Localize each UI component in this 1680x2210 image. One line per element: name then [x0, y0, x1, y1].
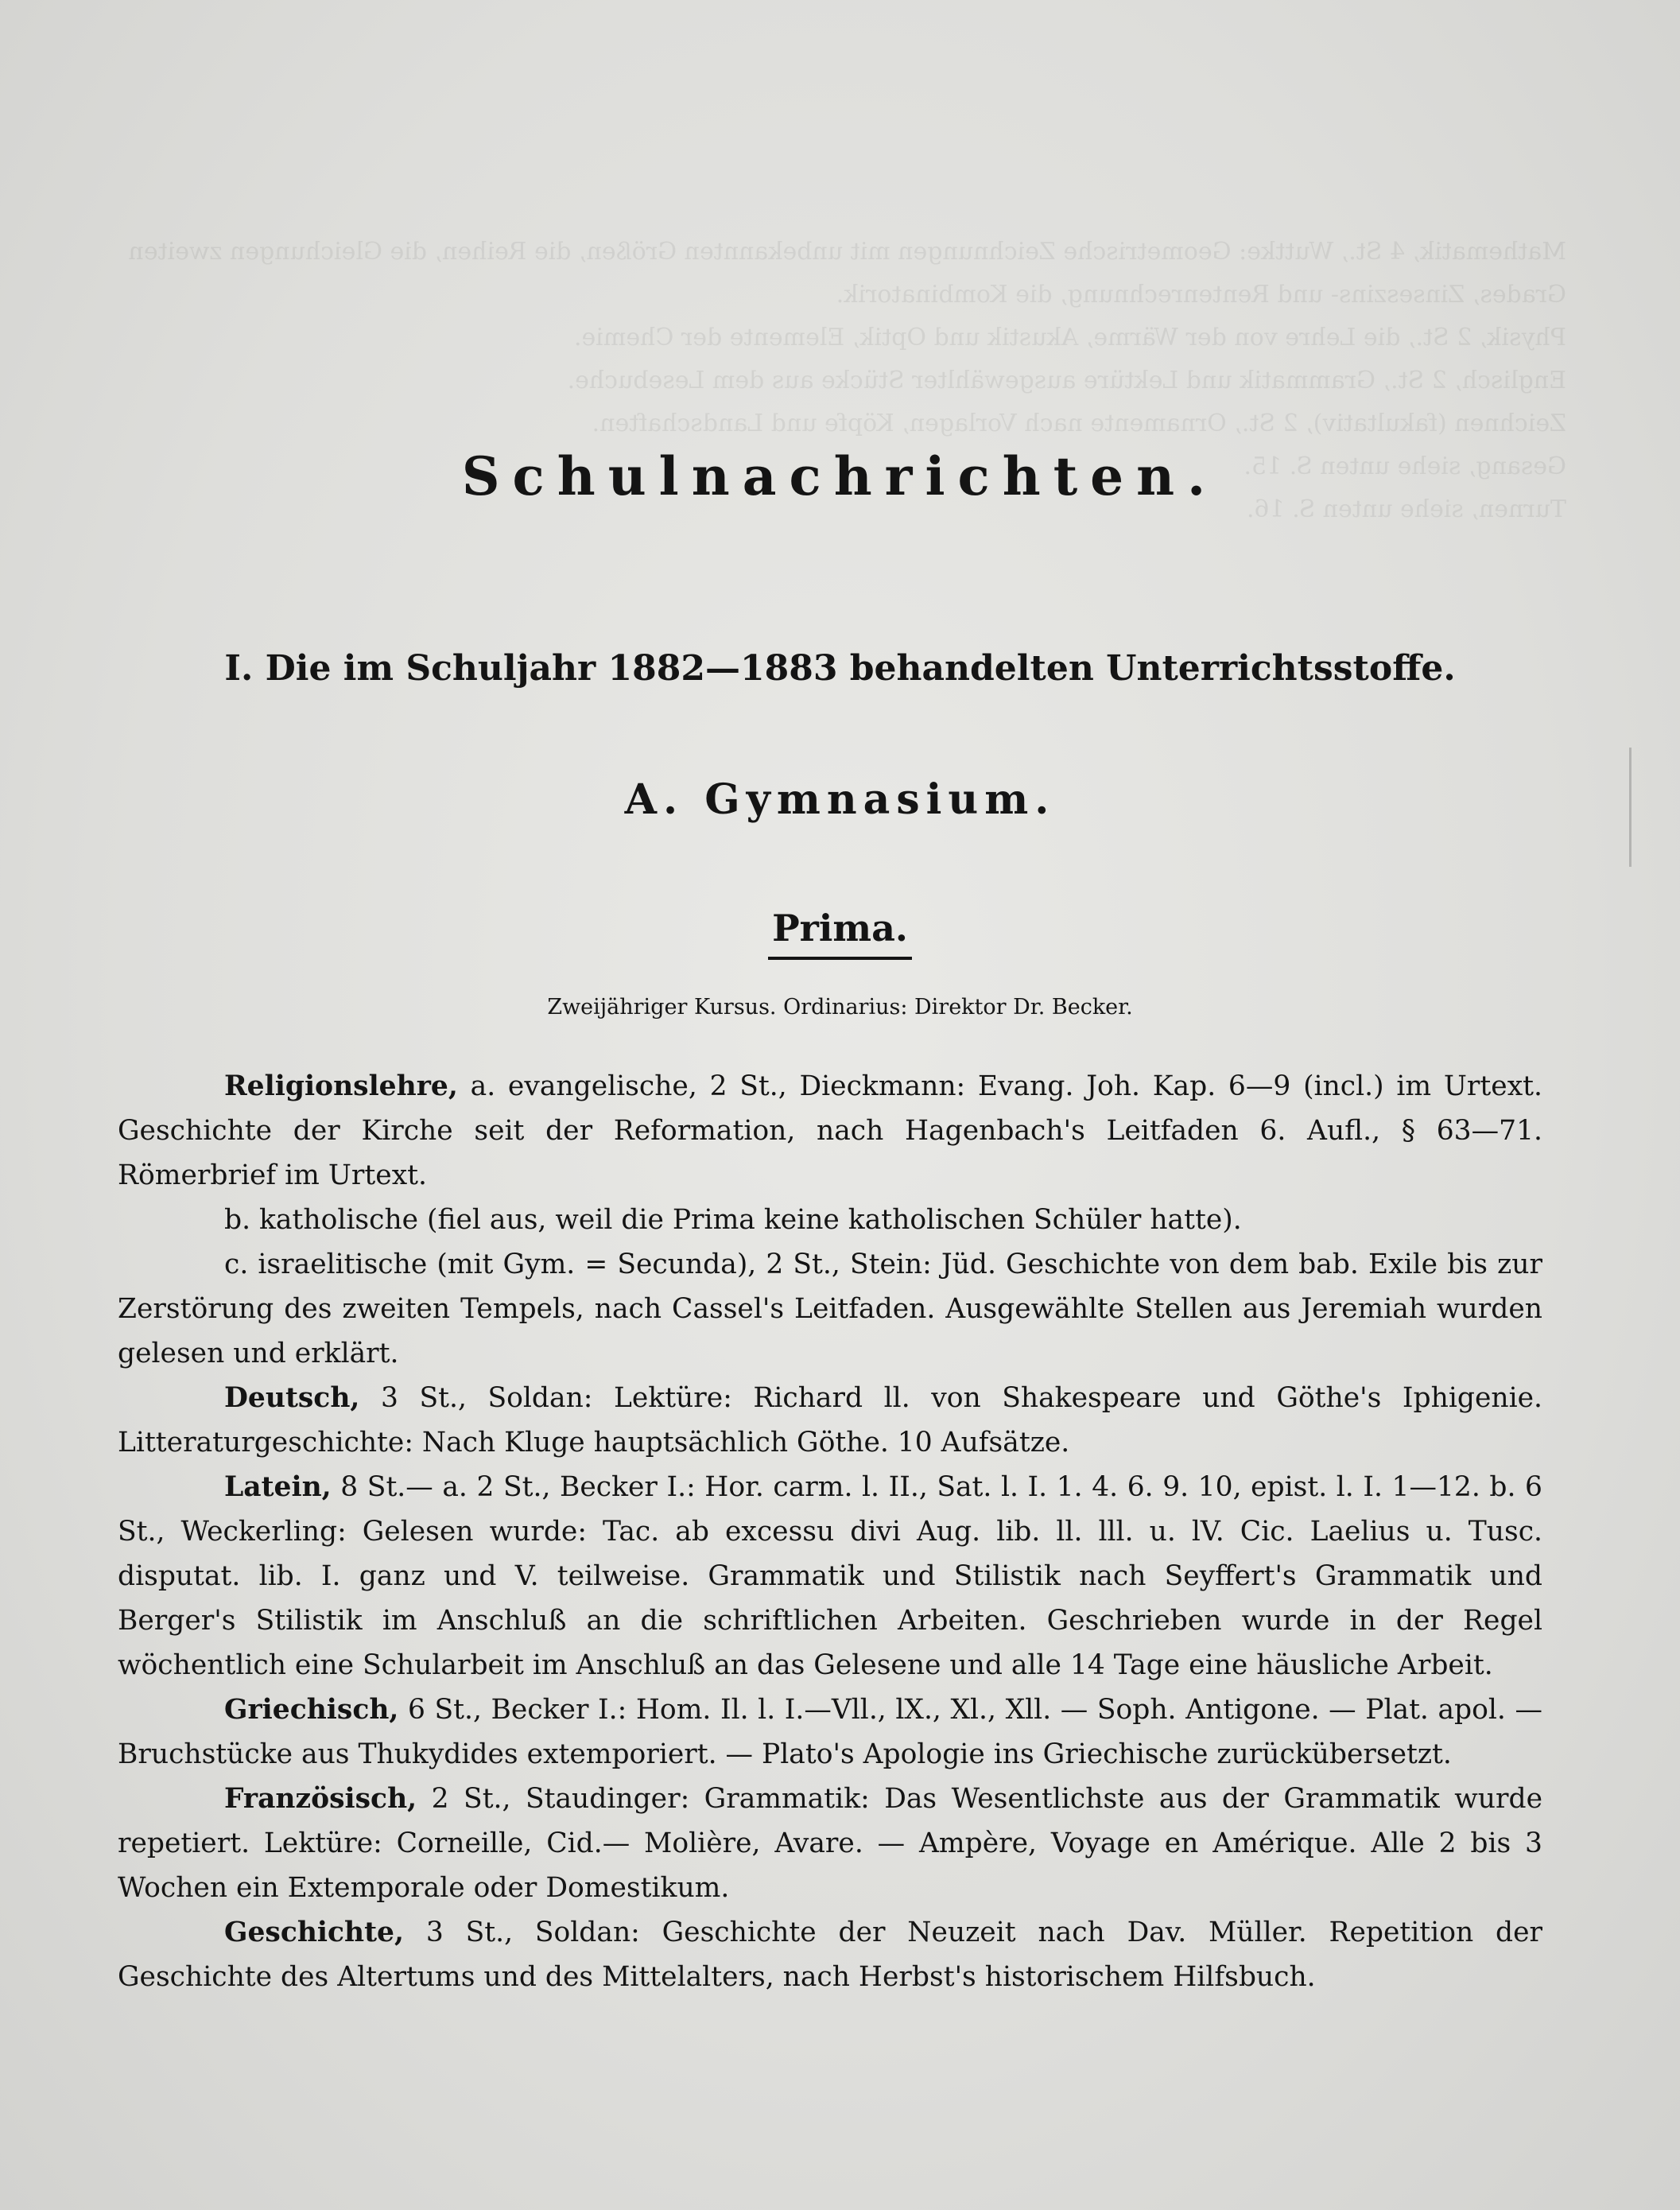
- subject-label: Französisch,: [224, 1783, 417, 1815]
- subject-label: Geschichte,: [224, 1917, 405, 1948]
- entry-text: c. israelitische (mit Gym. = Secunda), 2 St., Stein: Jüd. Geschichte von dem bab. Exile bis zur Zerstörung des zweiten Tempels, nach Cassel's Leitfaden. Ausgewählte Stellen aus Jeremiah wurden gelesen und erklärt.: [118, 1249, 1542, 1369]
- section-heading: I. Die im Schuljahr 1882—1883 behandelten Unterrichtsstoffe.: [224, 648, 1456, 689]
- curriculum-body: [118, 1064, 1542, 1999]
- heading-underline: [768, 957, 912, 960]
- entry-latein: [118, 1465, 1542, 1688]
- subject-label: Latein,: [224, 1471, 332, 1503]
- entry-geschichte: [118, 1910, 1542, 1999]
- entry-deutsch: [118, 1376, 1542, 1465]
- page-title: Schulnachrichten.: [461, 445, 1219, 507]
- entry-text: 8 St.— a. 2 St., Becker I.: Hor. carm. l. II., Sat. l. I. 1. 4. 6. 9. 10, epist. l. I. 1—12. b. 6 St., Weckerling: Gelesen wurde: Tac. ab excessu divi Aug. lib. ll. lll. u. lV. Cic. Laelius u. Tusc. disputat. lib. I. ganz und V. teilweise. Grammatik und Stilistik nach Seyffert's Grammatik und Berger's Stilistik im Anschluß an die schriftlichen Arbeiten. Geschrieben wurde in der Regel wöchentlich eine Schularbeit im Anschluß an das Gelesene und alle 14 Tage eine häusliche Arbeit.: [118, 1471, 1542, 1681]
- entry-text: 6 St., Becker I.: Hom. Il. l. I.—Vll., lX., Xl., Xll. — Soph. Antigone. — Plat. apol. — Bruchstücke aus Thukydides extemporiert. — Plato's Apologie ins Griechische zurückübersetzt.: [118, 1694, 1542, 1770]
- entry-religion-a: [118, 1064, 1542, 1198]
- subsection-heading: A. Gymnasium.: [624, 775, 1056, 824]
- bleed-through-text: Mathematik, 4 St., Wuttke: Geometrische Zeichnungen mit unbekannten Größen, die Reihen, die Gleichungen zweiten Grades, Zinseszins- und Rentenrechnung, die Kombinatorik. Physik, 2 St., die Lehre von der Wärme, Akustik und Optik, Elemente der Chemie. Englisch, 2 St., Grammatik und Lektüre ausgewählter Stücke aus dem Lesebuche. Zeichnen (fakultativ), 2 St., Ornamente nach Vorlagen, Köpfe und Landschaften. Gesang, siehe unten S. 15. Turnen, siehe unten S. 16.: [128, 238, 1566, 523]
- entry-griechisch: [118, 1688, 1542, 1777]
- subject-label: Deutsch,: [224, 1382, 360, 1414]
- course-info: Zweijähriger Kursus. Ordinarius: Direktor Dr. Becker.: [547, 995, 1133, 1020]
- subject-label: Griechisch,: [224, 1694, 399, 1726]
- entry-franzoesisch: [118, 1777, 1542, 1910]
- entry-text: 2 St., Staudinger: Grammatik: Das Wesentlichste aus der Grammatik wurde repetiert. Lektüre: Corneille, Cid.— Molière, Avare. — Ampère, Voyage en Amérique. Alle 2 bis 3 Wochen ein Extemporale oder Domestikum.: [118, 1783, 1542, 1904]
- class-heading: Prima.: [772, 907, 908, 950]
- entry-religion-b: [118, 1198, 1542, 1242]
- entry-text: 3 St., Soldan: Geschichte der Neuzeit nach Dav. Müller. Repetition der Geschichte des Altertums und des Mittelalters, nach Herbst's historischem Hilfsbuch.: [118, 1917, 1542, 1993]
- entry-text: 3 St., Soldan: Lektüre: Richard ll. von Shakespeare und Göthe's Iphigenie. Litteraturgeschichte: Nach Kluge hauptsächlich Göthe. 10 Aufsätze.: [118, 1382, 1542, 1458]
- subject-label: Religionslehre,: [224, 1070, 458, 1102]
- entry-text: a. evangelische, 2 St., Dieckmann: Evang. Joh. Kap. 6—9 (incl.) im Urtext. Geschichte der Kirche seit der Reformation, nach Hagenbach's Leitfaden 6. Aufl., § 63—71. Römerbrief im Urtext.: [118, 1070, 1542, 1191]
- entry-religion-c: [118, 1242, 1542, 1376]
- entry-text: b. katholische (fiel aus, weil die Prima keine katholischen Schüler hatte).: [224, 1204, 1242, 1236]
